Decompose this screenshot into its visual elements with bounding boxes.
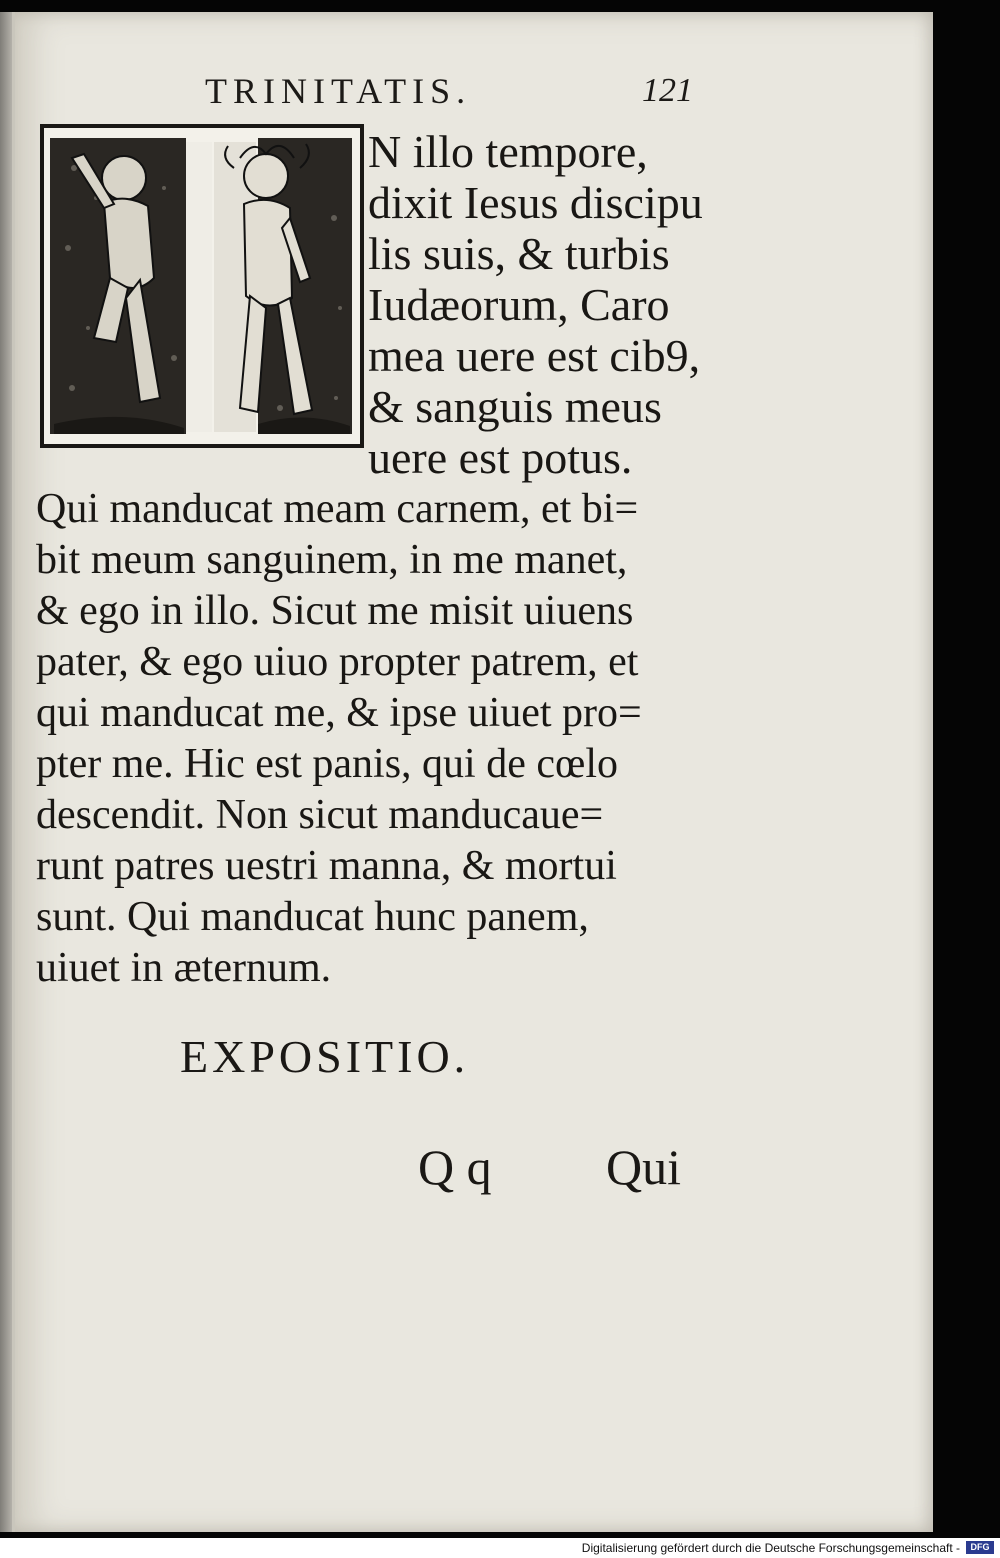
text-line: & sanguis meus <box>368 381 662 432</box>
text-line: lis suis, & turbis <box>368 228 670 279</box>
text-line: N illo tempore, <box>368 126 648 177</box>
initial-woodcut-illustration <box>44 128 360 444</box>
text-line: pater, & ego uiuo propter patrem, et <box>36 639 639 685</box>
text-line: runt patres uestri manna, & mortui <box>36 843 617 889</box>
text-line: dixit Iesus discipu <box>368 177 703 228</box>
text-line: uere est potus. <box>368 432 633 483</box>
catchword: Qui <box>606 1139 681 1195</box>
text-line: qui manducat me, & ipse uiuet pro= <box>36 690 642 736</box>
text-line: Qui manducat meam carnem, et bi= <box>36 486 639 532</box>
text-line: uiuet in æternum. <box>36 945 332 991</box>
text-line: & ego in illo. Sicut me misit uiuens <box>36 588 634 634</box>
text-line: mea uere est cib9, <box>368 330 701 381</box>
signature-mark: Q q <box>418 1139 492 1195</box>
digitization-footer <box>0 1538 1000 1558</box>
text-line: descendit. Non sicut manducaue= <box>36 792 604 838</box>
decorated-initial-woodcut <box>40 124 364 448</box>
digitization-credit: Digitalisierung gefördert durch die Deutsche Forschungsgemeinschaft - <box>581 1541 960 1555</box>
text-line: bit meum sanguinem, in me manet, <box>36 537 628 583</box>
text-line: sunt. Qui manducat hunc panem, <box>36 894 589 940</box>
text-line: Iudæorum, Caro <box>368 279 670 330</box>
running-head: TRINITATIS. <box>205 71 472 111</box>
dfg-logo-icon: DFG <box>966 1541 994 1554</box>
text-line: pter me. Hic est panis, qui de cœlo <box>36 741 619 787</box>
section-heading: EXPOSITIO. <box>180 1031 470 1082</box>
folio-number: 121 <box>642 72 693 109</box>
